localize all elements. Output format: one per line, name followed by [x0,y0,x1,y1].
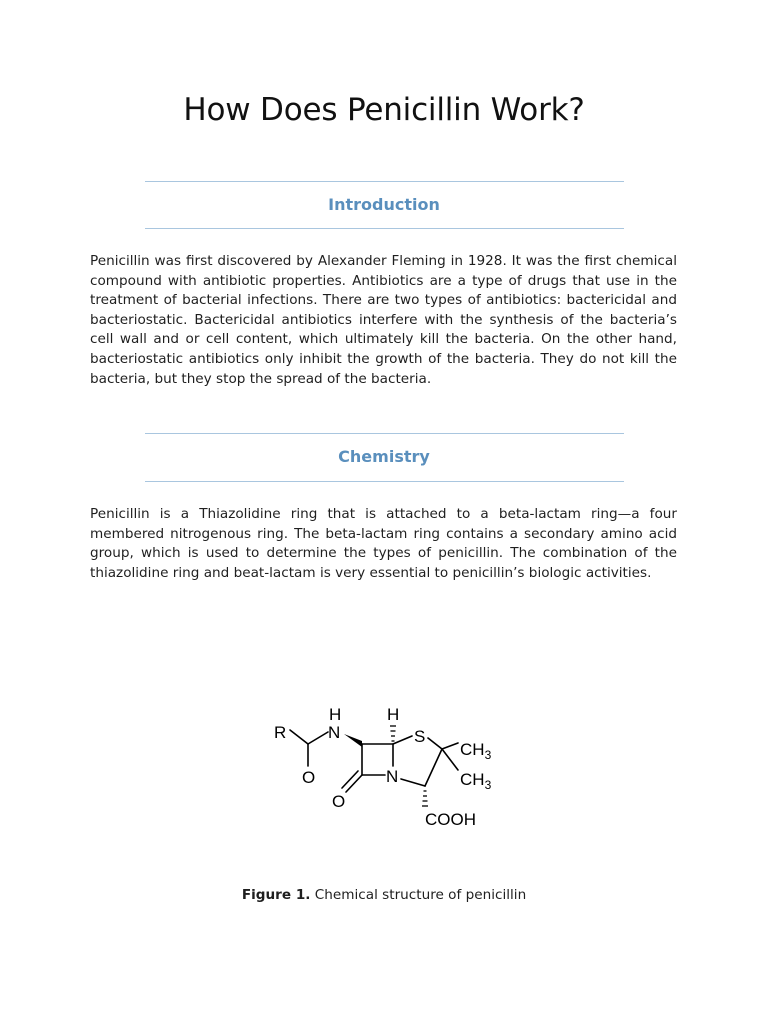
bond-lactam-carbonyl-double [342,771,358,788]
section-divider-bottom [145,481,624,482]
atom-ch3-bottom: $CH_3$ [460,770,492,792]
hashed-bond-cooh [422,791,428,806]
bond-methyl-top [442,743,458,749]
atom-o-amide: O [302,768,316,787]
atom-n-amine: N [328,723,341,742]
penicillin-structure-figure [260,698,500,834]
hashed-bond-h [390,726,396,741]
bond-c-s [393,736,412,744]
section-divider-top [145,433,624,434]
bond-methyl-bottom [442,749,458,770]
atom-h-top: H [387,705,400,724]
figure-caption [0,887,768,903]
atom-o-lactam: O [332,792,346,811]
introduction-paragraph: Penicillin was first discovered by Alexander Fleming in 1928. It was the first chemical compound with antibiotic properties. Antibiotics are a type of drugs that use in the treatment of bacterial infections. There are two types of antibiotics: bactericidal and bacteriostatic. Bactericidal antibiotics interfere with the synthesis of the bacteria’s cell wall and or cell content, which ultimately kill the bacteria. On the other hand, bacteriostatic antibiotics only inhibit the growth of the bacteria. They do not kill the bacteria, but they stop the spread of the bacteria. [90,253,677,387]
page-title: How Does Penicillin Work? [183,92,585,128]
bond-lactam-carbonyl [346,775,362,792]
section-heading-introduction: Introduction [328,195,440,214]
bond-s-c [428,738,442,749]
section-heading-chemistry: Chemistry [338,447,430,466]
atom-n-ring: N [386,767,399,786]
atom-cooh: COOH [425,810,476,829]
wedge-bond [344,734,362,747]
bond-r-carbon [290,730,308,744]
figure-caption-label: Figure 1. [241,887,311,903]
figure-caption-text: Chemical structure of penicillin [310,887,527,903]
bond-gem-dimethyl-c [425,749,442,786]
atom-h-amine: H [329,705,342,724]
bond-carbon-n [308,732,328,744]
atom-s: S [414,727,426,746]
chemistry-paragraph: Penicillin is a Thiazolidine ring that is attached to a beta-lactam ring—a four membered nitrogenous ring. The beta-lactam ring contains a secondary amino acid group, which is used to determine the types of penicillin. The combination of the thiazolidine ring and beat-lactam is very essential to penicillin’s biologic activities. [90,506,677,581]
atom-ch3-top: $CH_3$ [460,740,492,762]
bond-n-c [401,779,425,786]
section-divider-bottom [145,228,624,229]
section-divider-top [145,181,624,182]
atom-r: R [274,723,287,742]
